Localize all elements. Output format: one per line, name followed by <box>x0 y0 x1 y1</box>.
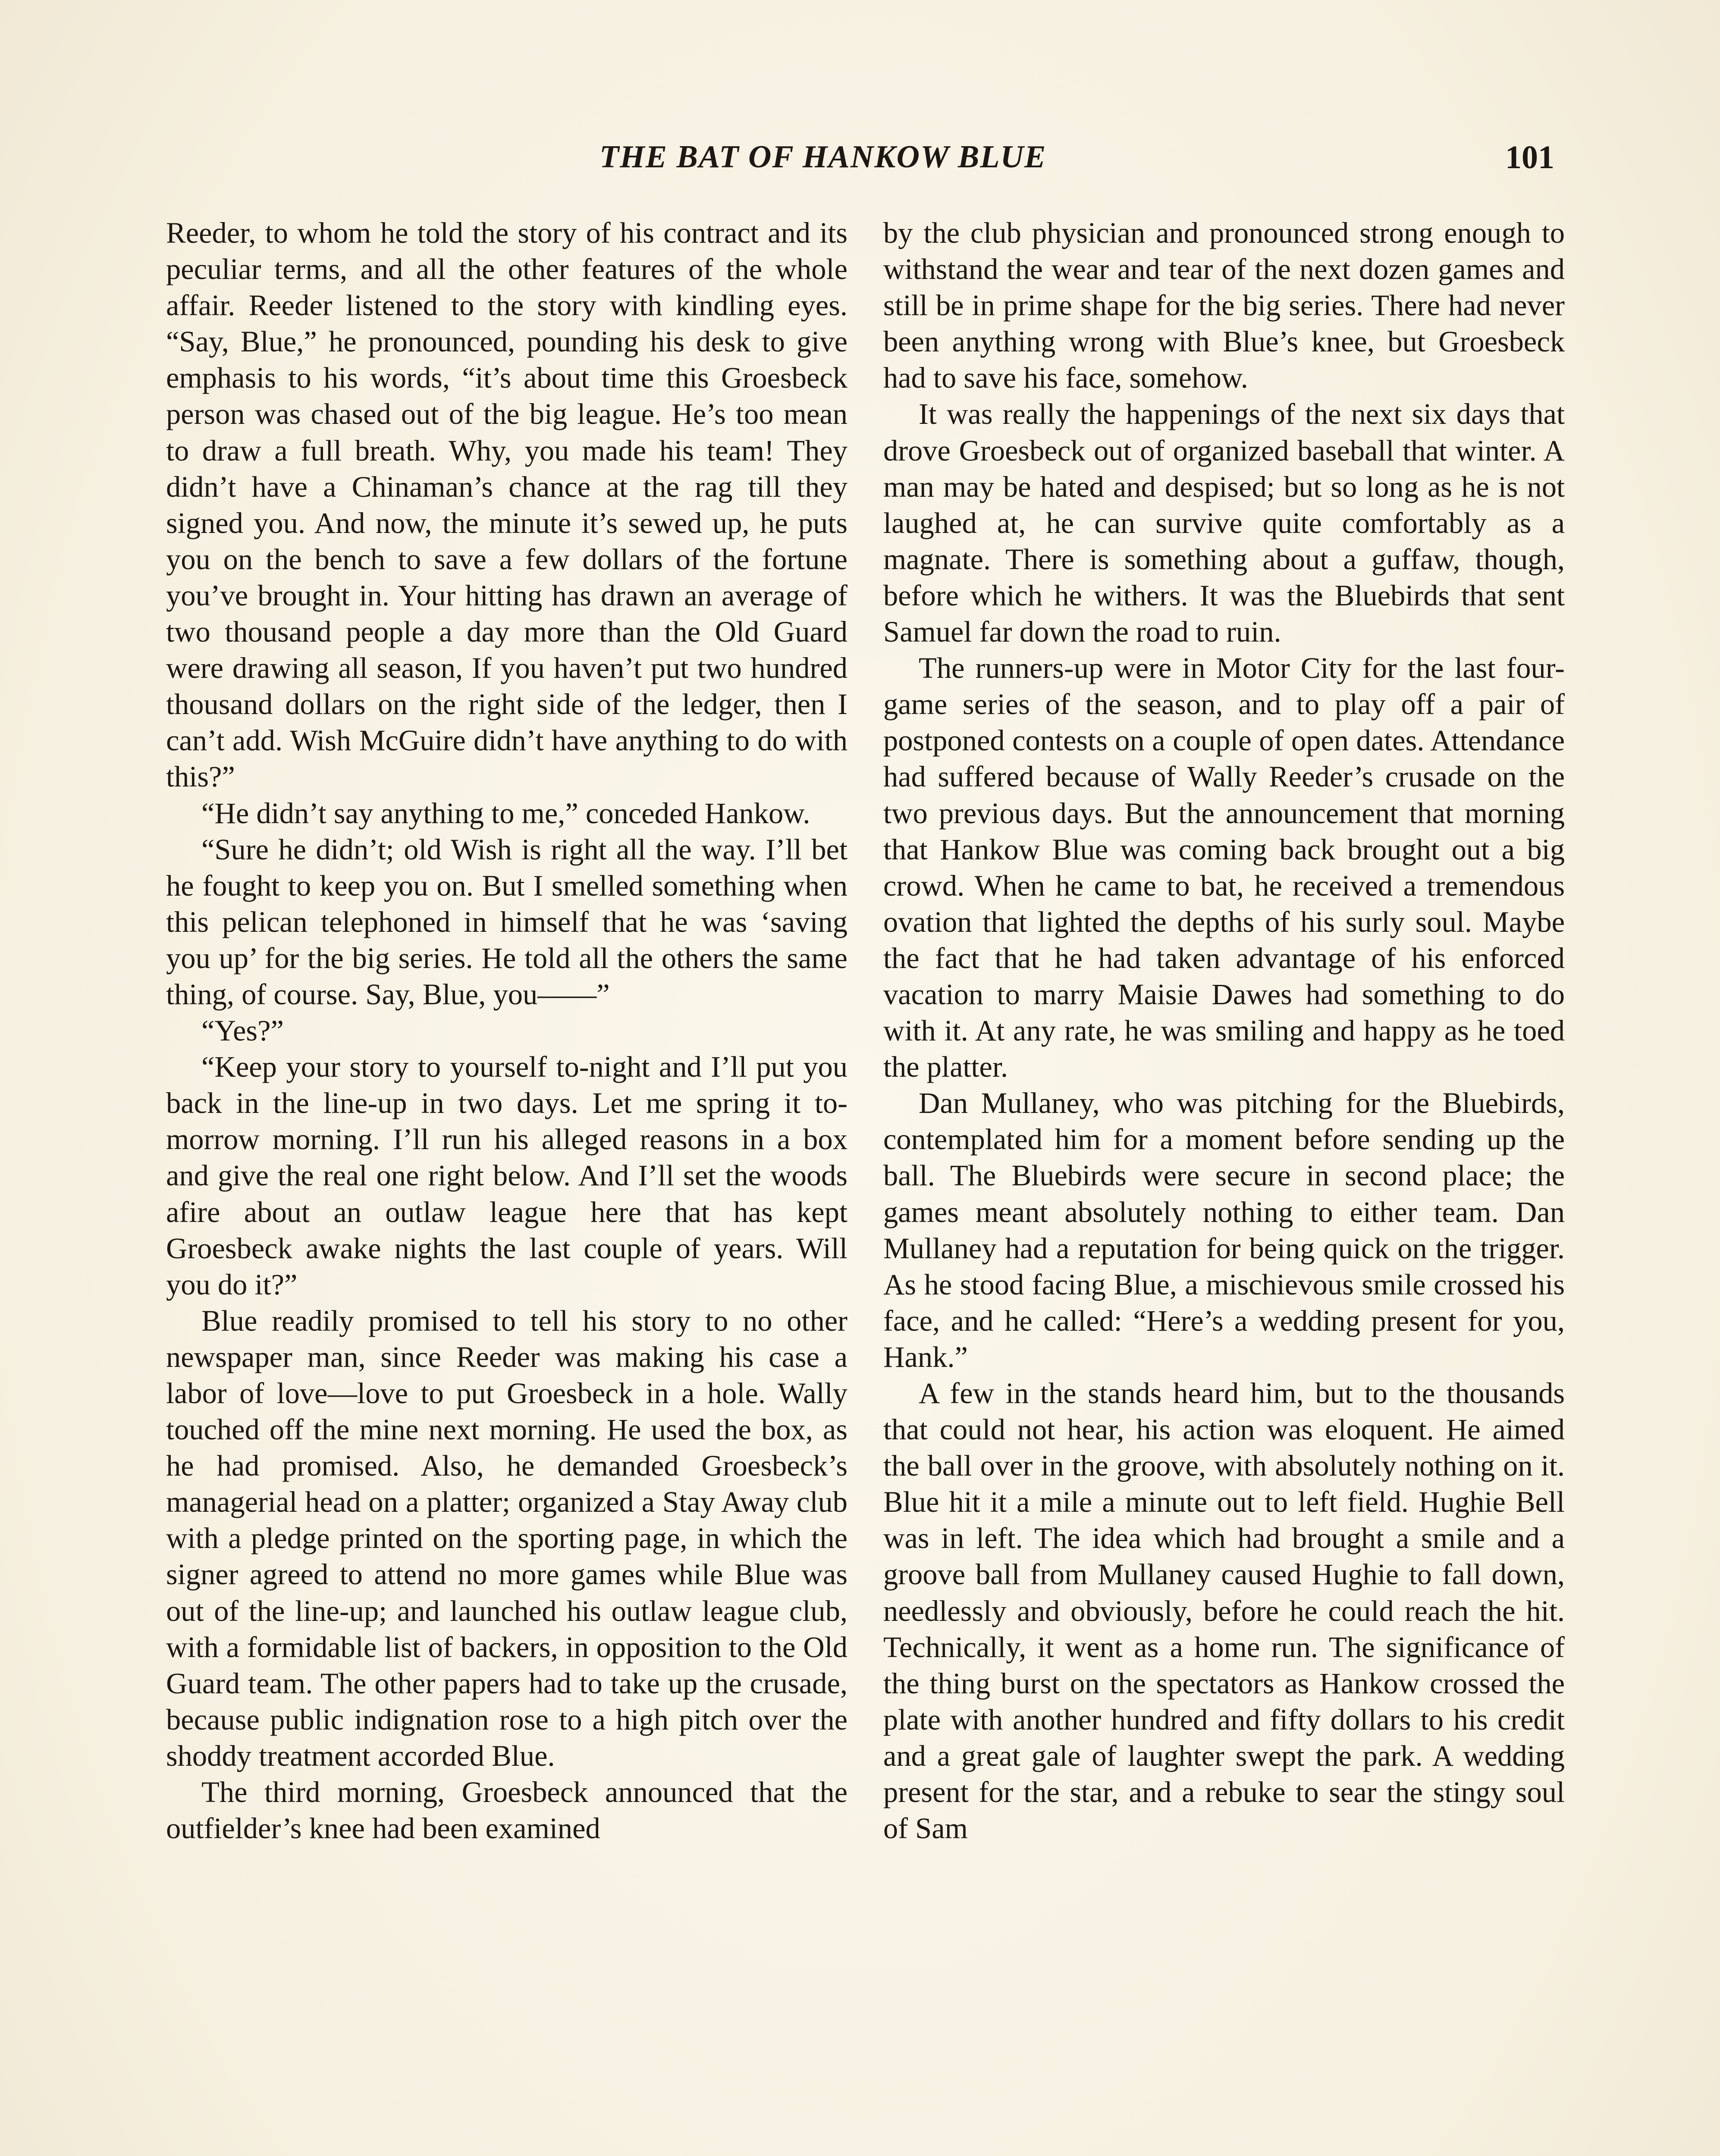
page-number: 101 <box>1505 139 1554 175</box>
paragraph: Reeder, to whom he told the story of his contract and its peculiar terms, and all the other features of the whole affair. Reeder listened to the story with kindling eyes. “Say, Blue,” he pronounced, pounding his desk to give emphasis to his words, “it’s about time this Groesbeck person was chased out of the big league. He’s too mean to draw a full breath. Why, you made his team! They didn’t have a Chinaman’s chance at the rag till they signed you. And now, the minute it’s sewed up, he puts you on the bench to save a few dollars of the fortune you’ve brought in. Your hitting has drawn an average of two thousand people a day more than the Old Guard were drawing all season, If you haven’t put two hundred thousand dollars on the right side of the ledger, then I can’t add. Wish McGuire didn’t have anything to do with this?” <box>166 216 847 793</box>
paragraph: “Sure he didn’t; old Wish is right all the way. I’ll bet he fought to keep you on. But I smelled something when this pelican telephoned in himself that he was ‘saving you up’ for the big series. He told all the others the same thing, of course. Say, Blue, you——” <box>166 833 847 1011</box>
paragraph: The runners-up were in Motor City for the last four-game series of the season, and to play off a pair of postponed contests on a couple of open dates. Attendance had suffered because of Wally Reeder’s crusade on the two previous days. But the announcement that morning that Hankow Blue was coming back brought out a big crowd. When he came to bat, he received a tremendous ovation that lighted the depths of his surly soul. Maybe the fact that he had taken advantage of his enforced vacation to marry Maisie Dawes had something to do with it. At any rate, he was smiling and happy as he toed the platter. <box>883 652 1565 1084</box>
paragraph: “Yes?” <box>201 1014 284 1047</box>
left-text-column <box>166 215 847 1846</box>
paragraph: Blue readily promised to tell his story to no other newspaper man, since Reeder was making his case a labor of love—love to put Groesbeck in a hole. Wally touched off the mine next morning. He used the box, as he had promised. Also, he demanded Groesbeck’s managerial head on a platter; organized a Stay Away club with a pledge printed on the sporting page, in which the signer agreed to attend no more games while Blue was out of the line-up; and launched his outlaw league club, with a formidable list of backers, in opposition to the Old Guard team. The other papers had to take up the crusade, because public indignation rose to a high pitch over the shoddy treatment accorded Blue. <box>166 1304 847 1772</box>
paragraph: A few in the stands heard him, but to the thousands that could not hear, his action was eloquent. He aimed the ball over in the groove, with absolutely nothing on it. Blue hit it a mile a minute out to left field. Hughie Bell was in left. The idea which had brought a smile and a groove ball from Mullaney caused Hughie to fall down, needlessly and obviously, before he could reach the hit. Technically, it went as a home run. The significance of the thing burst on the spectators as Hankow crossed the plate with another hundred and fifty dollars to his credit and a great gale of laughter swept the park. A wedding present for the star, and a rebuke to sear the stingy soul of Sam <box>883 1377 1565 1845</box>
paragraph: by the club physician and pronounced strong enough to withstand the wear and tear of the next dozen games and still be in prime shape for the big series. There had never been anything wrong with Blue’s knee, but Groesbeck had to save his face, somehow. <box>883 216 1565 395</box>
paragraph: “He didn’t say anything to me,” conceded Hankow. <box>201 796 810 830</box>
paragraph: It was really the happenings of the next six days that drove Groesbeck out of organized baseball that winter. A man may be hated and despised; but so long as he is not laughed at, he can survive quite comfortably as a magnate. There is something about a guffaw, though, before which he withers. It was the Bluebirds that sent Samuel far down the road to ruin. <box>883 398 1565 649</box>
running-title: THE BAT OF HANKOW BLUE <box>599 139 1047 175</box>
paragraph: Dan Mullaney, who was pitching for the Bluebirds, contemplated him for a moment before sending up the ball. The Bluebirds were secure in second place; the games meant absolutely nothing to either team. Dan Mullaney had a reputation for being quick on the trigger. As he stood facing Blue, a mischievous smile crossed his face, and he called: “Here’s a wedding present for you, Hank.” <box>883 1087 1565 1373</box>
right-text-column <box>883 215 1565 1846</box>
paragraph: The third morning, Groesbeck announced that the outfielder’s knee had been examined <box>166 1776 847 1845</box>
paragraph: “Keep your story to yourself to-night and I’ll put you back in the line-up in two days. Let me spring it to-morrow morning. I’ll run his alleged reasons in a box and give the real one right below. And I’ll set the woods afire about an outlaw league here that has kept Groesbeck awake nights the last couple of years. Will you do it?” <box>166 1050 847 1301</box>
